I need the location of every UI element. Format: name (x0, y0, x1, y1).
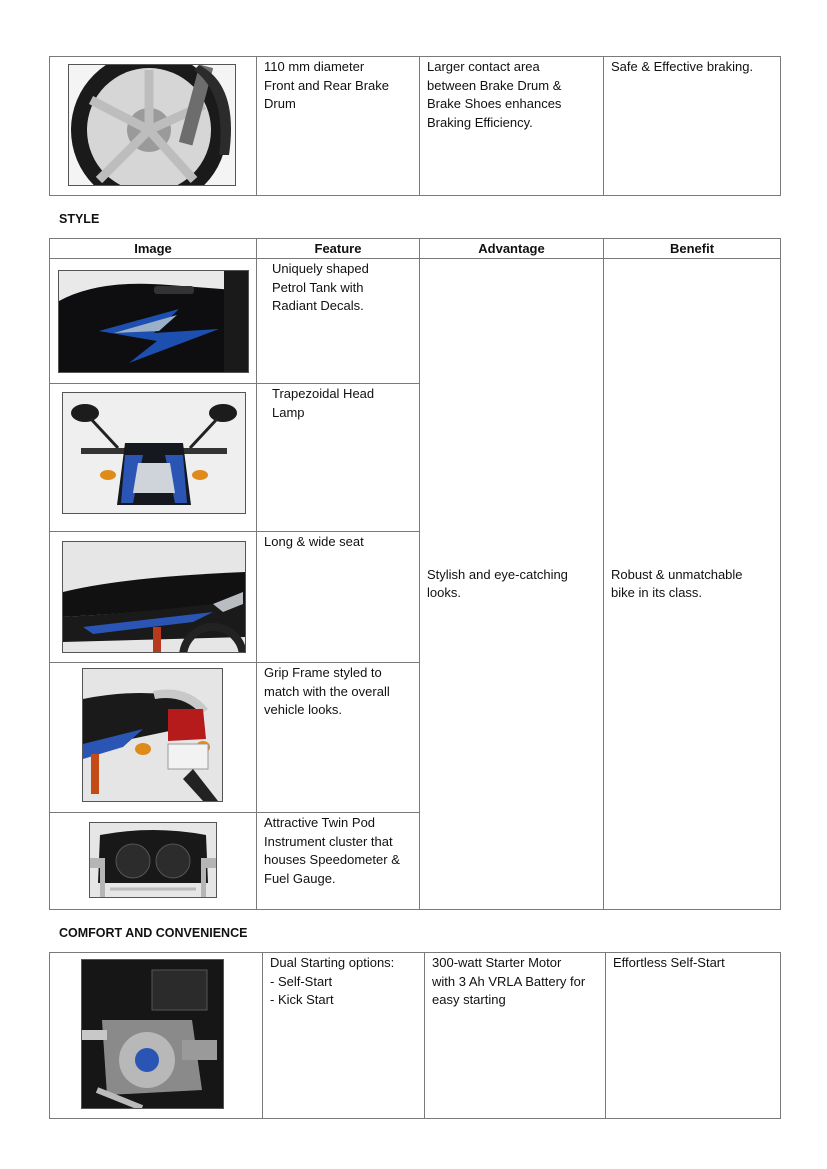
header-feature: Feature (257, 239, 420, 259)
comfort-advantage: 300-watt Starter Motor with 3 Ah VRLA Battery for easy starting (432, 955, 586, 1007)
instrument-cluster-image (89, 822, 217, 898)
comfort-feature-cell (263, 953, 425, 1119)
feature-head-lamp: Trapezoidal Head Lamp (272, 386, 375, 420)
seat-image (62, 541, 246, 653)
grip-frame-image (82, 668, 223, 802)
comfort-feature: Dual Starting options: - Self-Start - Kick Start (270, 955, 395, 1007)
brake-benefit-cell (604, 57, 781, 196)
style-benefit: Robust & unmatchable bike in its class. (611, 566, 743, 600)
table-row (257, 384, 420, 532)
style-advantage-cell (420, 259, 604, 910)
comfort-advantage-cell (425, 953, 606, 1119)
table-row (257, 532, 420, 663)
brake-benefit: Safe & Effective braking. (611, 59, 754, 74)
style-advantage: Stylish and eye-catching looks. (427, 566, 568, 600)
table-row (257, 813, 420, 910)
comfort-heading: COMFORT AND CONVENIENCE (59, 926, 248, 940)
header-benefit: Benefit (604, 239, 781, 259)
brake-advantage: Larger contact area between Brake Drum & Brake Shoes enhances Braking Efficiency. (427, 59, 562, 130)
table-row (257, 663, 420, 813)
table-row (257, 259, 420, 384)
feature-petrol-tank: Uniquely shaped Petrol Tank with Radiant Decals. (272, 261, 369, 313)
brake-drum-image (68, 64, 236, 186)
style-heading: STYLE (59, 212, 100, 226)
comfort-benefit-cell (606, 953, 781, 1119)
head-lamp-image (62, 392, 246, 514)
brake-feature-cell (257, 57, 420, 196)
petrol-tank-image (58, 270, 249, 373)
feature-seat: Long & wide seat (264, 534, 364, 549)
header-image: Image (50, 239, 257, 259)
brake-feature: 110 mm diameter Front and Rear Brake Drum (264, 59, 390, 111)
brake-advantage-cell (420, 57, 604, 196)
comfort-benefit: Effortless Self-Start (613, 955, 725, 970)
style-benefit-cell (604, 259, 781, 910)
header-advantage: Advantage (420, 239, 604, 259)
feature-grip-frame: Grip Frame styled to match with the overall vehicle looks. (264, 665, 390, 717)
feature-instrument-cluster: Attractive Twin Pod Instrument cluster that houses Speedometer & Fuel Gauge. (264, 815, 400, 886)
starter-motor-image (81, 959, 224, 1109)
